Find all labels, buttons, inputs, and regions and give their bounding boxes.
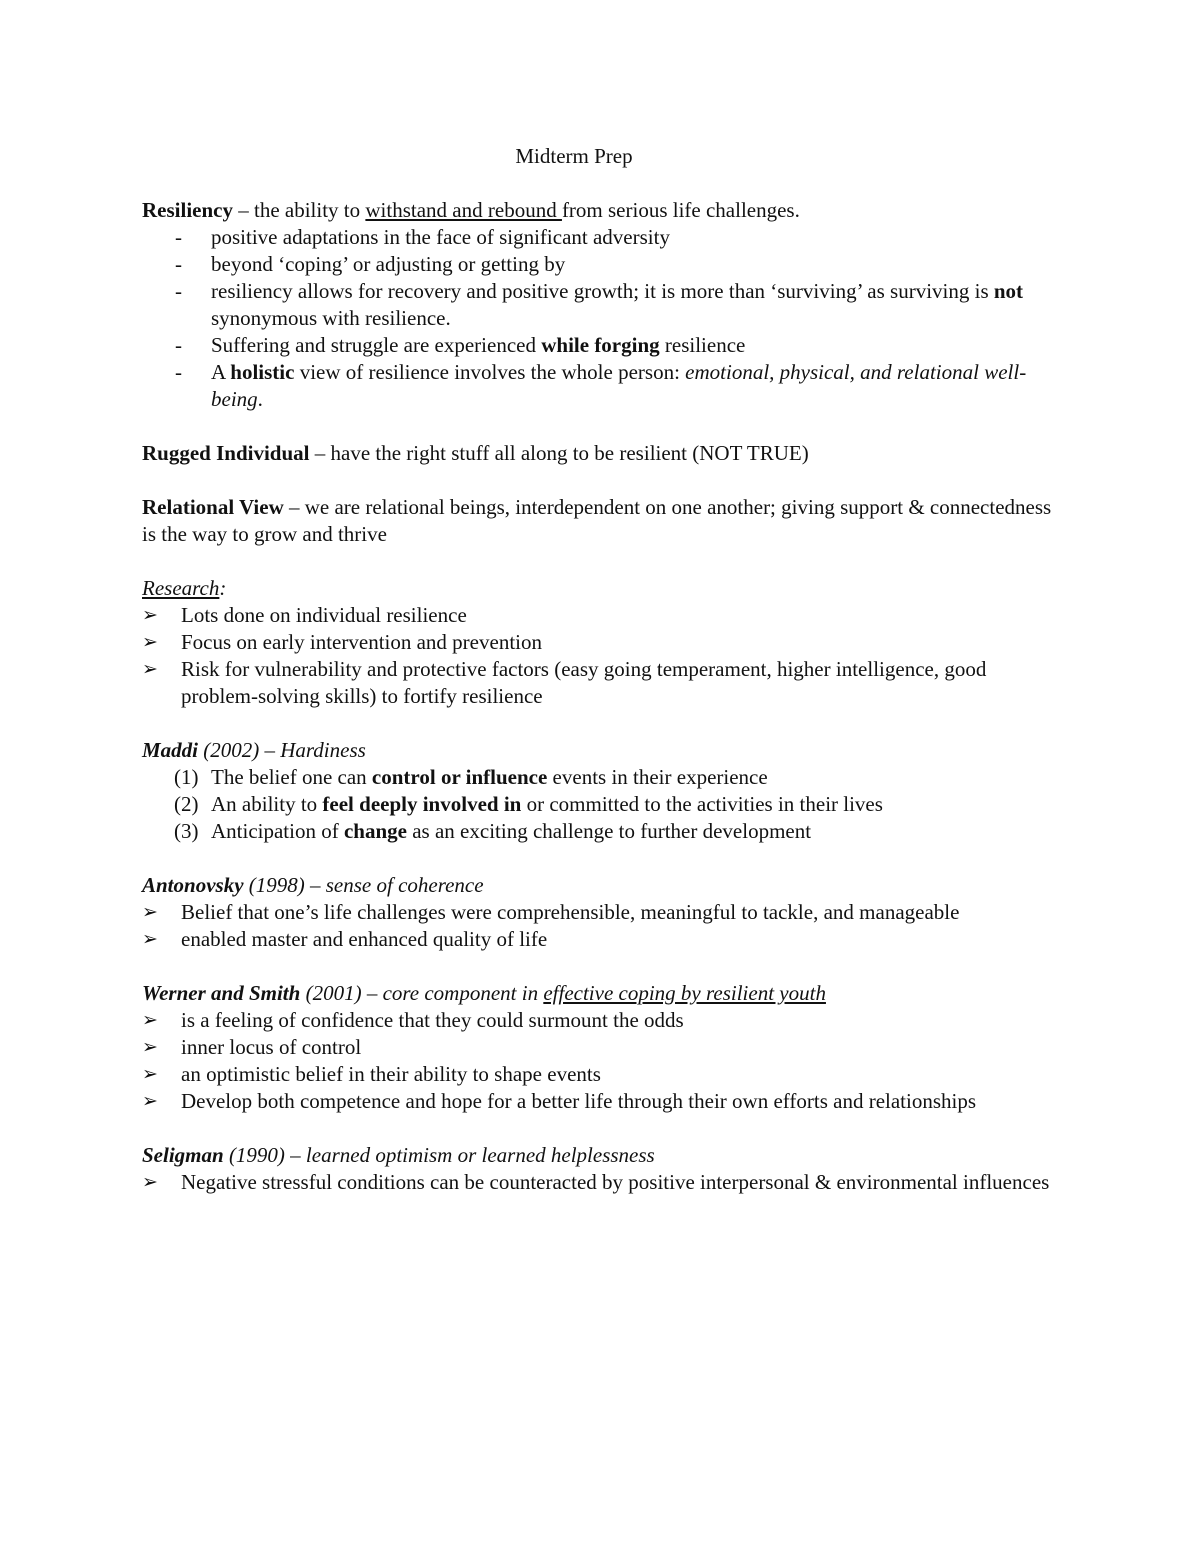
resiliency-underlined: withstand and rebound — [365, 198, 562, 222]
list-item-text: A — [211, 360, 231, 384]
list-item — [142, 629, 1062, 656]
resiliency-term: Resiliency — [142, 198, 233, 222]
relational-definition — [142, 494, 1062, 548]
list-item-text: beyond ‘coping’ or adjusting or getting by — [211, 252, 566, 276]
list-item — [142, 926, 1062, 953]
arrow-bullet-icon: ➢ — [142, 1009, 158, 1031]
list-number: (1) — [174, 765, 199, 789]
werner-list — [142, 1007, 1062, 1115]
list-item — [142, 764, 1062, 791]
dash-marker: - — [175, 252, 182, 276]
list-item-text: An ability to — [211, 792, 323, 816]
list-item-text: inner locus of control — [181, 1035, 362, 1059]
list-item — [142, 278, 1062, 332]
arrow-bullet-icon: ➢ — [142, 1090, 158, 1112]
list-item — [142, 224, 1062, 251]
list-item-bold: not — [993, 279, 1024, 303]
research-list — [142, 602, 1062, 710]
list-item — [142, 1007, 1062, 1034]
list-item-text: Suffering and struggle are experienced — [211, 333, 542, 357]
werner-name: Werner and Smith — [142, 981, 301, 1005]
werner-heading — [142, 980, 1062, 1007]
list-item — [142, 251, 1062, 278]
list-item-text: view of resilience involves the whole person: — [294, 360, 686, 384]
seligman-heading — [142, 1142, 1062, 1169]
section-relational-view — [142, 494, 1062, 548]
arrow-bullet-icon: ➢ — [142, 658, 158, 680]
list-item-text: events in their experience — [547, 765, 768, 789]
research-colon: : — [219, 576, 227, 600]
list-item-bold: change — [343, 819, 407, 843]
werner-rest: (2001) – core component in — [300, 981, 544, 1005]
list-item — [142, 332, 1062, 359]
list-item — [142, 1061, 1062, 1088]
list-item-text: resilience — [659, 333, 746, 357]
research-heading: Research — [142, 576, 220, 600]
list-item-text: synonymous with resilience. — [211, 306, 451, 330]
list-item — [142, 1034, 1062, 1061]
arrow-bullet-icon: ➢ — [142, 631, 158, 653]
relational-text: – we are relational beings, interdependent on one another; giving support & connectedness is the way to grow and thrive — [142, 495, 1052, 546]
list-item-text: Develop both competence and hope for a better life through their own efforts and relationships — [181, 1089, 977, 1113]
antonovsky-list — [142, 899, 1062, 953]
list-item-text: enabled master and enhanced quality of life — [181, 927, 548, 951]
section-antonovsky — [142, 872, 1062, 953]
list-item — [142, 656, 1062, 710]
list-number: (2) — [174, 792, 199, 816]
section-rugged-individual — [142, 440, 1062, 467]
arrow-bullet-icon: ➢ — [142, 901, 158, 923]
dash-marker: - — [175, 360, 182, 384]
rugged-text: – have the right stuff all along to be resilient (NOT TRUE) — [309, 441, 809, 465]
list-item-text: Belief that one’s life challenges were comprehensible, meaningful to tackle, and manageable — [181, 900, 960, 924]
page-title: Midterm Prep — [515, 144, 633, 168]
seligman-rest: (1990) – learned optimism or learned helplessness — [223, 1143, 655, 1167]
list-item — [142, 818, 1062, 845]
resiliency-sep: – the ability to — [232, 198, 366, 222]
list-number: (3) — [174, 819, 199, 843]
seligman-list — [142, 1169, 1062, 1196]
section-resiliency — [142, 197, 1062, 413]
arrow-bullet-icon: ➢ — [142, 928, 158, 950]
maddi-list — [142, 764, 1062, 845]
list-item-text: an optimistic belief in their ability to shape events — [181, 1062, 601, 1086]
section-research — [142, 575, 1062, 710]
document-body — [142, 143, 1062, 1196]
list-item-text: Focus on early intervention and prevention — [181, 630, 542, 654]
list-item-bold: control or influence — [371, 765, 548, 789]
list-item — [142, 359, 1062, 413]
list-item — [142, 1088, 1062, 1115]
relational-term: Relational View — [142, 495, 284, 519]
list-item-text: as an exciting challenge to further development — [406, 819, 812, 843]
list-item — [142, 1169, 1062, 1196]
list-item-text: . — [257, 387, 263, 411]
maddi-name: Maddi — [142, 738, 199, 762]
arrow-bullet-icon: ➢ — [142, 1063, 158, 1085]
seligman-name: Seligman — [142, 1143, 224, 1167]
resiliency-list — [142, 224, 1062, 413]
list-item — [142, 791, 1062, 818]
list-item-italic: emotional, physical, and relational well-being — [211, 360, 1027, 411]
antonovsky-rest: (1998) – sense of coherence — [243, 873, 484, 897]
section-werner-smith — [142, 980, 1062, 1115]
maddi-rest: (2002) – Hardiness — [198, 738, 366, 762]
dash-marker: - — [175, 225, 182, 249]
resiliency-definition — [142, 197, 1062, 224]
resiliency-rest: from serious life challenges. — [561, 198, 800, 222]
dash-marker: - — [175, 279, 182, 303]
research-heading-line — [142, 575, 1062, 602]
list-item-text: or committed to the activities in their lives — [521, 792, 883, 816]
rugged-definition — [142, 440, 1062, 467]
antonovsky-name: Antonovsky — [142, 873, 244, 897]
werner-underlined: effective coping by resilient youth — [543, 981, 826, 1005]
list-item-text: resiliency allows for recovery and positive growth; it is more than ‘surviving’ as surviving is — [211, 279, 994, 303]
section-seligman — [142, 1142, 1062, 1196]
list-item-text: Anticipation of — [211, 819, 344, 843]
list-item-text: Risk for vulnerability and protective factors (easy going temperament, higher intelligence, good problem-solving skills) to fortify resilience — [181, 657, 987, 708]
arrow-bullet-icon: ➢ — [142, 1036, 158, 1058]
section-maddi — [142, 737, 1062, 845]
list-item — [142, 899, 1062, 926]
list-item-text: Negative stressful conditions can be counteracted by positive interpersonal & environmental influences — [181, 1170, 1050, 1194]
list-item-text: The belief one can — [211, 765, 372, 789]
list-item — [142, 602, 1062, 629]
list-item-bold: while forging — [541, 333, 660, 357]
maddi-heading — [142, 737, 1062, 764]
arrow-bullet-icon: ➢ — [142, 1171, 158, 1193]
dash-marker: - — [175, 333, 182, 357]
list-item-text: positive adaptations in the face of significant adversity — [211, 225, 670, 249]
arrow-bullet-icon: ➢ — [142, 604, 158, 626]
list-item-text: is a feeling of confidence that they could surmount the odds — [181, 1008, 684, 1032]
list-item-bold: holistic — [230, 360, 295, 384]
list-item-bold: feel deeply involved in — [322, 792, 522, 816]
rugged-term: Rugged Individual — [142, 441, 310, 465]
list-item-text: Lots done on individual resilience — [181, 603, 467, 627]
antonovsky-heading — [142, 872, 1062, 899]
